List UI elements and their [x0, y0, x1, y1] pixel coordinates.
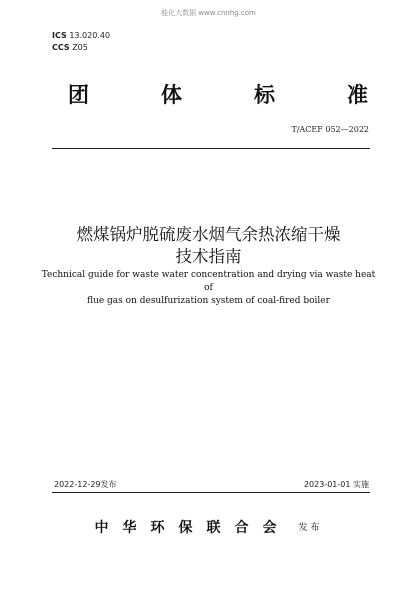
- bottom-divider: [52, 492, 370, 493]
- publisher-line: [0, 517, 417, 537]
- english-title-line-1: Technical guide for waste water concentration and drying via waste heat of: [41, 270, 376, 293]
- english-title-line-2: flue gas on desulfurization system of coal-fired boiler: [87, 296, 330, 306]
- publisher-organization: 中华环保联合会: [94, 520, 291, 536]
- chinese-title: [30, 224, 387, 268]
- ccs-code: [52, 43, 88, 52]
- standard-type-char: 标: [254, 83, 275, 107]
- chinese-title-line-2: 技术指南: [175, 247, 242, 266]
- publish-date: 2022-12-29发布: [54, 480, 117, 489]
- standard-type-char: 体: [161, 83, 182, 107]
- publisher-action: 发布: [298, 523, 323, 533]
- ccs-value: Z05: [72, 43, 88, 52]
- top-divider: [52, 148, 370, 149]
- chinese-title-line-1: 燃煤锅炉脱硫废水烟气余热浓缩干燥: [76, 225, 341, 244]
- ics-value: 13.020.40: [69, 31, 111, 40]
- standard-type-char: 准: [347, 83, 368, 107]
- english-title: [40, 269, 377, 308]
- ics-code: [52, 31, 110, 40]
- standard-code: T/ACEF 052—2022: [291, 125, 369, 134]
- standard-type-char: 团: [68, 83, 89, 107]
- standard-type-heading: [68, 79, 368, 109]
- implementation-date: 2023-01-01 实施: [303, 480, 369, 489]
- watermark-text: 能化大数据 www.cnnhg.com: [161, 9, 256, 17]
- ics-label: ICS: [52, 31, 67, 40]
- ccs-label: CCS: [52, 43, 70, 52]
